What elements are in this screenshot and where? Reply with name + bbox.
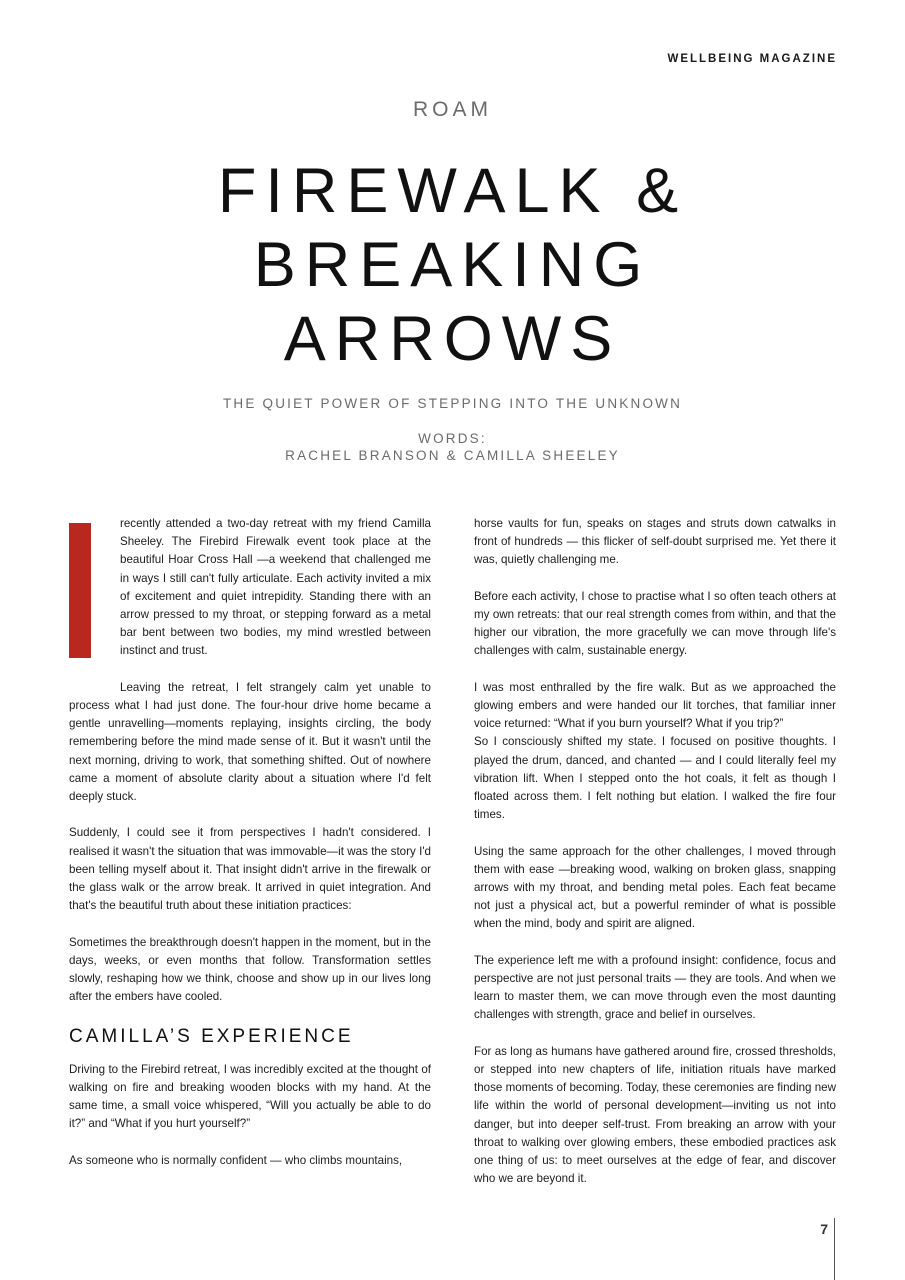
credits-label: WORDS: (418, 431, 487, 446)
page-number: 7 (820, 1221, 828, 1237)
paragraph: Driving to the Firebird retreat, I was incredibly excited at the thought of walking on fire and breaking wooden blocks with my hand. At the same time, a small voice whispered, “Will you actually be able to do it?” and “What if you hurt yourself?” (69, 1062, 431, 1131)
paragraph: I was most enthralled by the fire walk. But as we approached the glowing embers and were handed our lit torches, that familiar inner voice returned: “What if you burn yourself? What if you trip?” (474, 680, 836, 731)
paragraph: So I consciously shifted my state. I focused on positive thoughts. I played the drum, danced, and chanted — and I could literally feel my vibration lift. When I stepped onto the hot coals, it felt as though I floated across them. I felt nothing but elation. I walked the fire four times. (474, 735, 836, 822)
paragraph: Leaving the retreat, I felt strangely calm yet unable to process what I had just done. The four-hour drive home became a gentle unravelling—moments replaying, insights circling, the body remembering before the mind made sense of it. But it wasn't until the next morning, driving to work, that something shifted. Out of nowhere came a moment of absolute clarity about a situation where I'd felt deeply stuck. (69, 680, 431, 804)
title-line-3: ARROWS (283, 304, 622, 374)
left-column (69, 515, 431, 1188)
paragraph: recently attended a two-day retreat with my friend Camilla Sheeley. The Firebird Firewalk event took place at the beautiful Hoar Cross Hall —a weekend that challenged me in ways I still can't fully articulate. Each activity invited a mix of excitement and quiet intrepidity. Standing there with an arrow pressed to my throat, or stepping forward as a metal bar bent between two bodies, my mind wrestled between instinct and trust. (120, 517, 431, 658)
right-column (474, 515, 836, 1207)
drop-cap-bar (69, 523, 91, 658)
paragraph: Using the same approach for the other challenges, I moved through them with ease —breaking wood, walking on broken glass, snapping arrows with my throat, and bending metal poles. Each feat became not just a physical act, but a powerful reminder of what is possible when the mind, body and spirit are aligned. (474, 844, 836, 931)
paragraph: Before each activity, I chose to practise what I so often teach others at my own retreats: that our real strength comes from within, and that the higher our vibration, the more gracefully we can move through life's challenges with calm, sustainable energy. (474, 589, 836, 658)
paragraph: horse vaults for fun, speaks on stages and struts down catwalks in front of hundreds — this flicker of self-doubt surprised me. Yet there it was, quietly challenging me. (474, 517, 836, 567)
title-line-1: FIREWALK & (217, 156, 688, 226)
title-line-2: BREAKING (253, 230, 652, 300)
paragraph: For as long as humans have gathered around fire, crossed thresholds, or stepped into new chapters of life, initiation rituals have marked those moments of becoming. Today, these ceremonies are finding new life within the world of personal development—inviting us not into danger, but into deeper self-trust. From breaking an arrow with your throat to walking over glowing embers, these embodied practices ask one thing of us: to meet ourselves at the edge of fear, and discover who we are beyond it. (474, 1044, 836, 1186)
credits (0, 430, 905, 464)
paragraph: Suddenly, I could see it from perspectives I hadn't considered. I realised it wasn't the situation that was immovable—it was the story I'd been telling myself about it. That insight didn't arrive in the firewalk or the glass walk or the arrow break. It arrived in quiet integration. And that's the beautiful truth about these initiation practices: (69, 826, 431, 913)
paragraph: Sometimes the breakthrough doesn't happen in the moment, but in the days, weeks, or even months that follow. Transformation settles slowly, reshaping how we think, choose and show up in our lives long after the embers have cooled. (69, 935, 431, 1004)
paragraph: As someone who is normally confident — who climbs mountains, (69, 1153, 403, 1167)
section-heading: CAMILLA’S EXPERIENCE (69, 1025, 354, 1047)
credits-authors: RACHEL BRANSON & CAMILLA SHEELEY (285, 448, 620, 463)
magazine-name: WELLBEING MAGAZINE (667, 53, 837, 65)
section-label: ROAM (413, 98, 492, 121)
page-rule (834, 1218, 835, 1280)
article-subtitle: THE QUIET POWER OF STEPPING INTO THE UNKNOWN (222, 396, 683, 411)
article-title (0, 154, 905, 376)
intro-block (69, 515, 431, 661)
paragraph: The experience left me with a profound insight: confidence, focus and perspective are not just personal traits — they are tools. And when we learn to master them, we can move through even the most daunting challenges with strength, grace and belief in ourselves. (474, 953, 836, 1022)
